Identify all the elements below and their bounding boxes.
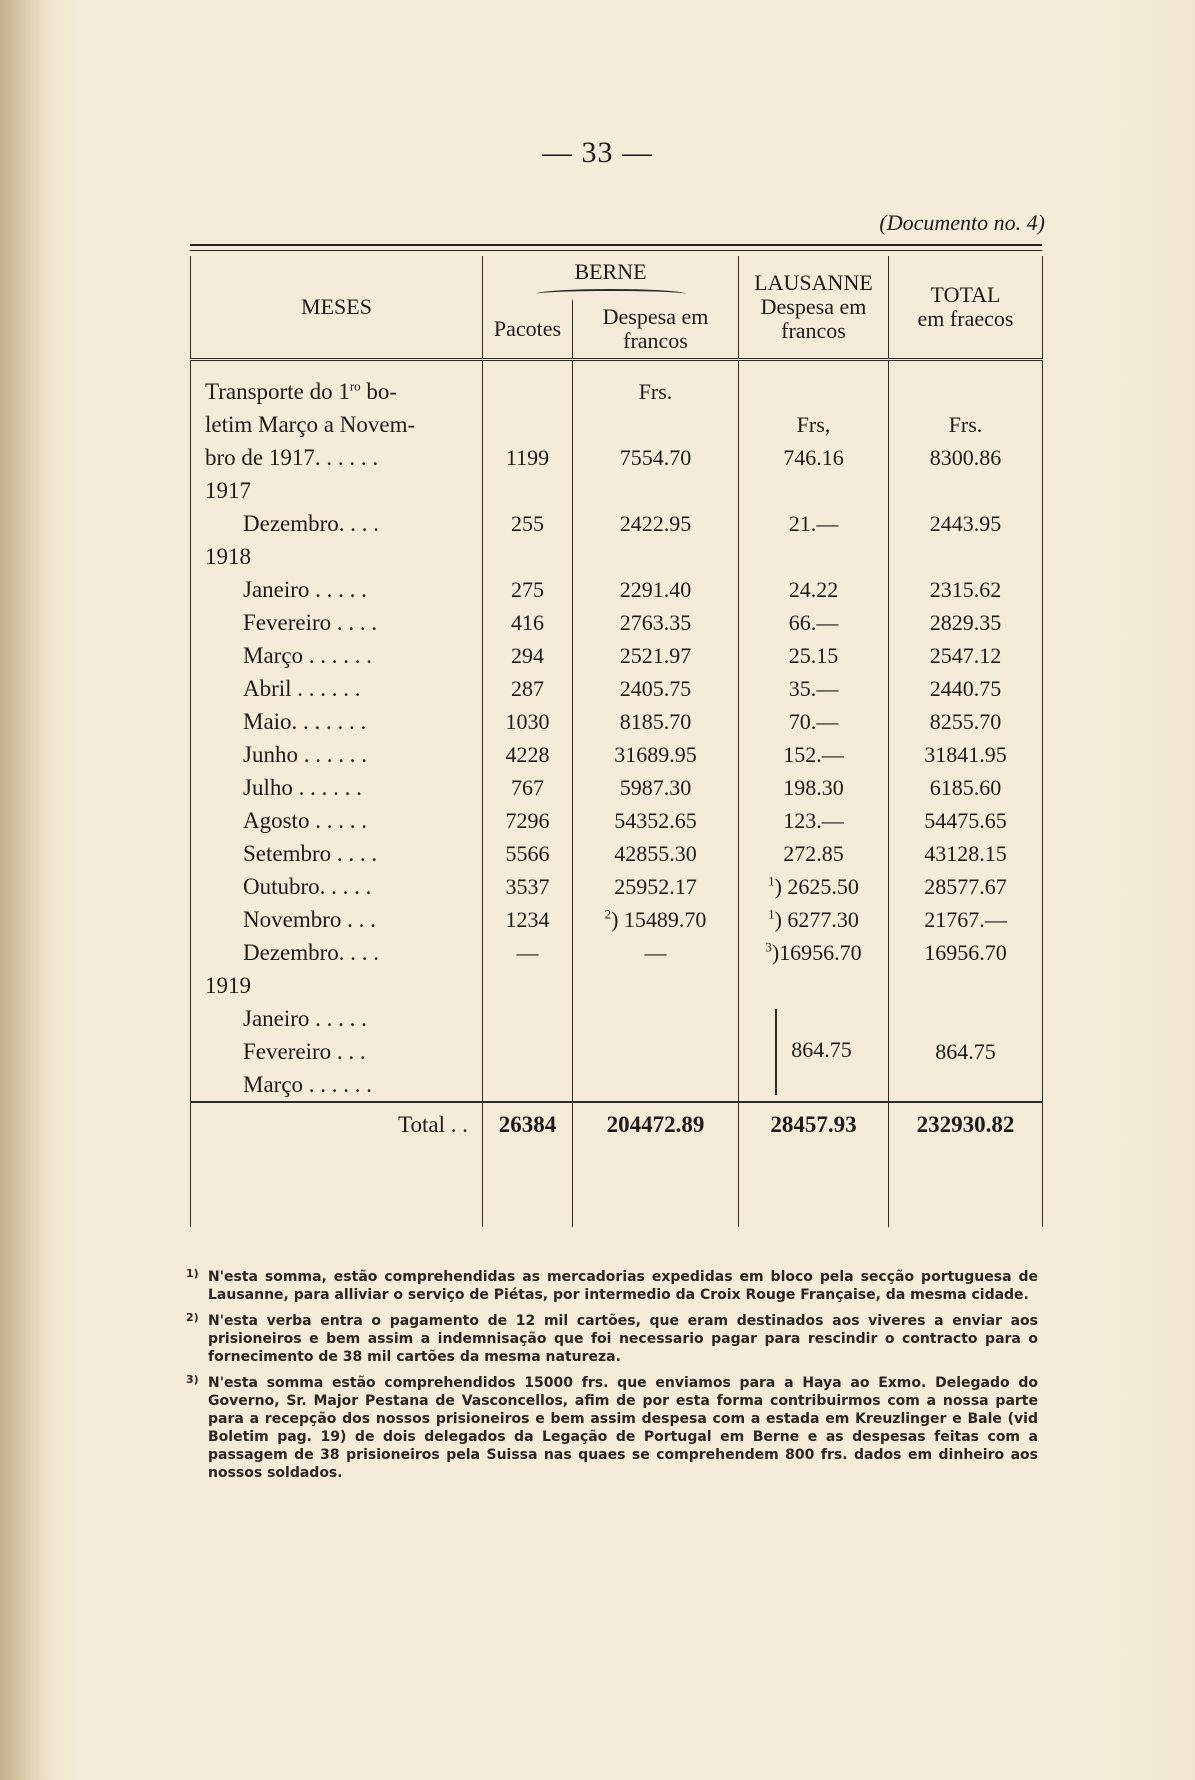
berne-cell: 2763.35: [573, 606, 739, 639]
pacotes-cell: 255: [483, 507, 573, 540]
table-row: [191, 837, 1043, 870]
table-row: [191, 870, 1043, 903]
table-row: [191, 804, 1043, 837]
pacotes-cell: 416: [483, 606, 573, 639]
table-row: [191, 507, 1043, 540]
berne-cell: $^2$) 15489.70: [573, 903, 739, 936]
berne-cell: 2405.75: [573, 672, 739, 705]
month-label: Março . . . . . .: [191, 1068, 483, 1102]
footnote-text: N'esta somma estão comprehendidos 15000 frs. que enviamos para a Haya ao Exmo. Delegado do Governo, Sr. Major Pestana de Vasconcellos, afim de por esta forma contribuirmos com a nossa parte para a recepção dos nossos prisioneiros e bem assim despesa com a estada em Kreuzlinger e Bale (vid Boletim pag. 19) de dois delegados da Legação de Portugal em Berne e as despesas feitas com a passagem de 38 prisioneiros pela Suissa nas quaes se comprehendem 800 frs. dados em dinheiro aos nossos soldados.: [208, 1375, 1038, 1481]
transport-label-line3: bro de 1917. . . . . .: [191, 441, 483, 474]
total-berne: 204472.89: [573, 1102, 739, 1147]
document-reference: (Documento no. 4): [879, 210, 1045, 235]
year-1919: 1919: [191, 969, 483, 1002]
lausanne-cell: $^1$) 6277.30: [739, 903, 889, 936]
footnote-ref: 1: [768, 873, 775, 889]
total-cell: 21767.—: [889, 903, 1043, 936]
berne-cell: 31689.95: [573, 738, 739, 771]
month-label: Junho . . . . . .: [191, 738, 483, 771]
transport-label-line1: Transporte do $1^{ro}$ bo-: [191, 375, 483, 408]
pacotes-cell: —: [483, 936, 573, 969]
header-berne-despesa: Despesa em francos: [573, 300, 739, 360]
table-row: [191, 771, 1043, 804]
pacotes-cell: 3537: [483, 870, 573, 903]
table-row: [191, 1002, 1043, 1035]
table-row: [191, 705, 1043, 738]
lausanne-cell: 35.—: [739, 672, 889, 705]
footnote-mark: 2): [186, 1311, 199, 1324]
table-row: [191, 408, 1043, 441]
total-row: [191, 1102, 1043, 1147]
month-label: Março . . . . . .: [191, 639, 483, 672]
transport-frs-total: Frs.: [889, 408, 1043, 441]
lausanne-cell: 123.—: [739, 804, 889, 837]
total-grand: 232930.82: [889, 1102, 1043, 1147]
total-lausanne: 28457.93: [739, 1102, 889, 1147]
lausanne-cell: 864.75: [739, 1002, 889, 1102]
total-cell: 2829.35: [889, 606, 1043, 639]
pacotes-cell: 7296: [483, 804, 573, 837]
footnote-ref: 3: [765, 939, 772, 955]
header-berne: [483, 256, 739, 300]
year-row: [191, 540, 1043, 573]
total-label: Total . .: [191, 1102, 483, 1147]
table-row: [191, 606, 1043, 639]
table-row: [191, 441, 1043, 474]
ledger-table: [190, 256, 1043, 1227]
lausanne-cell: 198.30: [739, 771, 889, 804]
transport-pacotes: 1199: [483, 441, 573, 474]
month-label: Fevereiro . . .: [191, 1035, 483, 1068]
pacotes-cell: 4228: [483, 738, 573, 771]
footnote-text: N'esta verba entra o pagamento de 12 mil cartões, que eram destinados aos viveres a enviar aos prisioneiros e bem assim a indemnisação que foi necessario pagar para rescindir o contracto para o fornecimento de 38 mil cartões da mesma natureza.: [208, 1313, 1038, 1365]
table-row: [191, 672, 1043, 705]
year-1918: 1918: [191, 540, 483, 573]
lausanne-cell: 152.—: [739, 738, 889, 771]
total-cell: 8255.70: [889, 705, 1043, 738]
berne-cell: 2521.97: [573, 639, 739, 672]
berne-cell: 5987.30: [573, 771, 739, 804]
page-edge-shadow: [0, 0, 52, 1780]
header-meses: MESES: [191, 256, 483, 360]
lausanne-cell: 70.—: [739, 705, 889, 738]
header-total-sub: em fraecos: [917, 306, 1014, 331]
lausanne-cell: 24.22: [739, 573, 889, 606]
year-1917: 1917: [191, 474, 483, 507]
footnotes: [186, 1268, 1038, 1490]
total-cell: 31841.95: [889, 738, 1043, 771]
footnote-text: N'esta somma, estão comprehendidas as mercadorias expedidas em bloco pela secção portuguesa de Lausanne, para alliviar o serviço de Piétas, por intermedio da Croix Rouge Française, da mesma cidade.: [208, 1269, 1038, 1303]
month-label: Maio. . . . . . .: [191, 705, 483, 738]
footnote-ref: 2: [604, 906, 612, 922]
transport-label-line2: letim Março a Novem-: [191, 408, 483, 441]
total-cell: 54475.65: [889, 804, 1043, 837]
month-label: Dezembro. . . .: [191, 936, 483, 969]
transport-lausanne: 746.16: [739, 441, 889, 474]
berne-cell: 42855.30: [573, 837, 739, 870]
header-total-title: TOTAL: [930, 281, 1001, 307]
brace-icon: [775, 1009, 777, 1095]
total-cell: 864.75: [889, 1002, 1043, 1102]
table-row: [191, 639, 1043, 672]
header-lausanne-sub: Despesa em francos: [760, 293, 867, 344]
table-row: [191, 375, 1043, 408]
table-top-rule: [190, 244, 1042, 251]
pacotes-cell: 275: [483, 573, 573, 606]
total-cell: 2547.12: [889, 639, 1043, 672]
footnote: [186, 1268, 1038, 1304]
footnote-ref: 1: [768, 906, 775, 922]
brace-icon: [536, 289, 686, 299]
total-cell: 28577.67: [889, 870, 1043, 903]
total-cell: 16956.70: [889, 936, 1043, 969]
berne-cell: 2422.95: [573, 507, 739, 540]
lausanne-cell: 272.85: [739, 837, 889, 870]
header-berne-title: BERNE: [574, 259, 647, 284]
pacotes-cell: 5566: [483, 837, 573, 870]
month-label: Outubro. . . . .: [191, 870, 483, 903]
pacotes-cell: 1030: [483, 705, 573, 738]
footnote: [186, 1312, 1038, 1366]
month-label: Novembro . . .: [191, 903, 483, 936]
month-label: Dezembro. . . .: [191, 507, 483, 540]
year-row: [191, 474, 1043, 507]
header-pacotes: Pacotes: [483, 300, 573, 360]
pacotes-cell: 294: [483, 639, 573, 672]
month-label: Julho . . . . . .: [191, 771, 483, 804]
month-label: Janeiro . . . . .: [191, 573, 483, 606]
total-cell: 43128.15: [889, 837, 1043, 870]
footnote-mark: 1): [186, 1267, 199, 1280]
table-row: [191, 903, 1043, 936]
pacotes-cell: 767: [483, 771, 573, 804]
header-lausanne: [739, 256, 889, 360]
lausanne-cell: $^1$) 2625.50: [739, 870, 889, 903]
pacotes-cell: 287: [483, 672, 573, 705]
footnote-mark: 3): [186, 1373, 199, 1386]
lausanne-cell: 21.—: [739, 507, 889, 540]
total-cell: 2443.95: [889, 507, 1043, 540]
transport-frs-lausanne: Frs,: [739, 408, 889, 441]
berne-cell: —: [573, 936, 739, 969]
total-cell: 6185.60: [889, 771, 1043, 804]
transport-berne: 7554.70: [573, 441, 739, 474]
pacotes-cell: 1234: [483, 903, 573, 936]
month-label: Agosto . . . . .: [191, 804, 483, 837]
header-lausanne-title: LAUSANNE: [754, 269, 873, 295]
table-row: [191, 936, 1043, 969]
page-number: — 33 —: [542, 136, 653, 169]
month-label: Fevereiro . . . .: [191, 606, 483, 639]
berne-cell: 54352.65: [573, 804, 739, 837]
lausanne-cell: 66.—: [739, 606, 889, 639]
transport-total: 8300.86: [889, 441, 1043, 474]
month-label: Abril . . . . . .: [191, 672, 483, 705]
berne-cell: 2291.40: [573, 573, 739, 606]
header-total: [889, 256, 1043, 360]
berne-cell: 8185.70: [573, 705, 739, 738]
lausanne-cell: 25.15: [739, 639, 889, 672]
berne-cell: 25952.17: [573, 870, 739, 903]
table-row: [191, 738, 1043, 771]
year-row: [191, 969, 1043, 1002]
month-label: Setembro . . . .: [191, 837, 483, 870]
table-row: [191, 573, 1043, 606]
total-cell: 2440.75: [889, 672, 1043, 705]
lausanne-cell: $^3$)16956.70: [739, 936, 889, 969]
total-pacotes: 26384: [483, 1102, 573, 1147]
transport-frs-berne: Frs.: [573, 375, 739, 408]
footnote: [186, 1374, 1038, 1482]
month-label: Janeiro . . . . .: [191, 1002, 483, 1035]
total-cell: 2315.62: [889, 573, 1043, 606]
ledger-table-container: [190, 244, 1042, 1240]
